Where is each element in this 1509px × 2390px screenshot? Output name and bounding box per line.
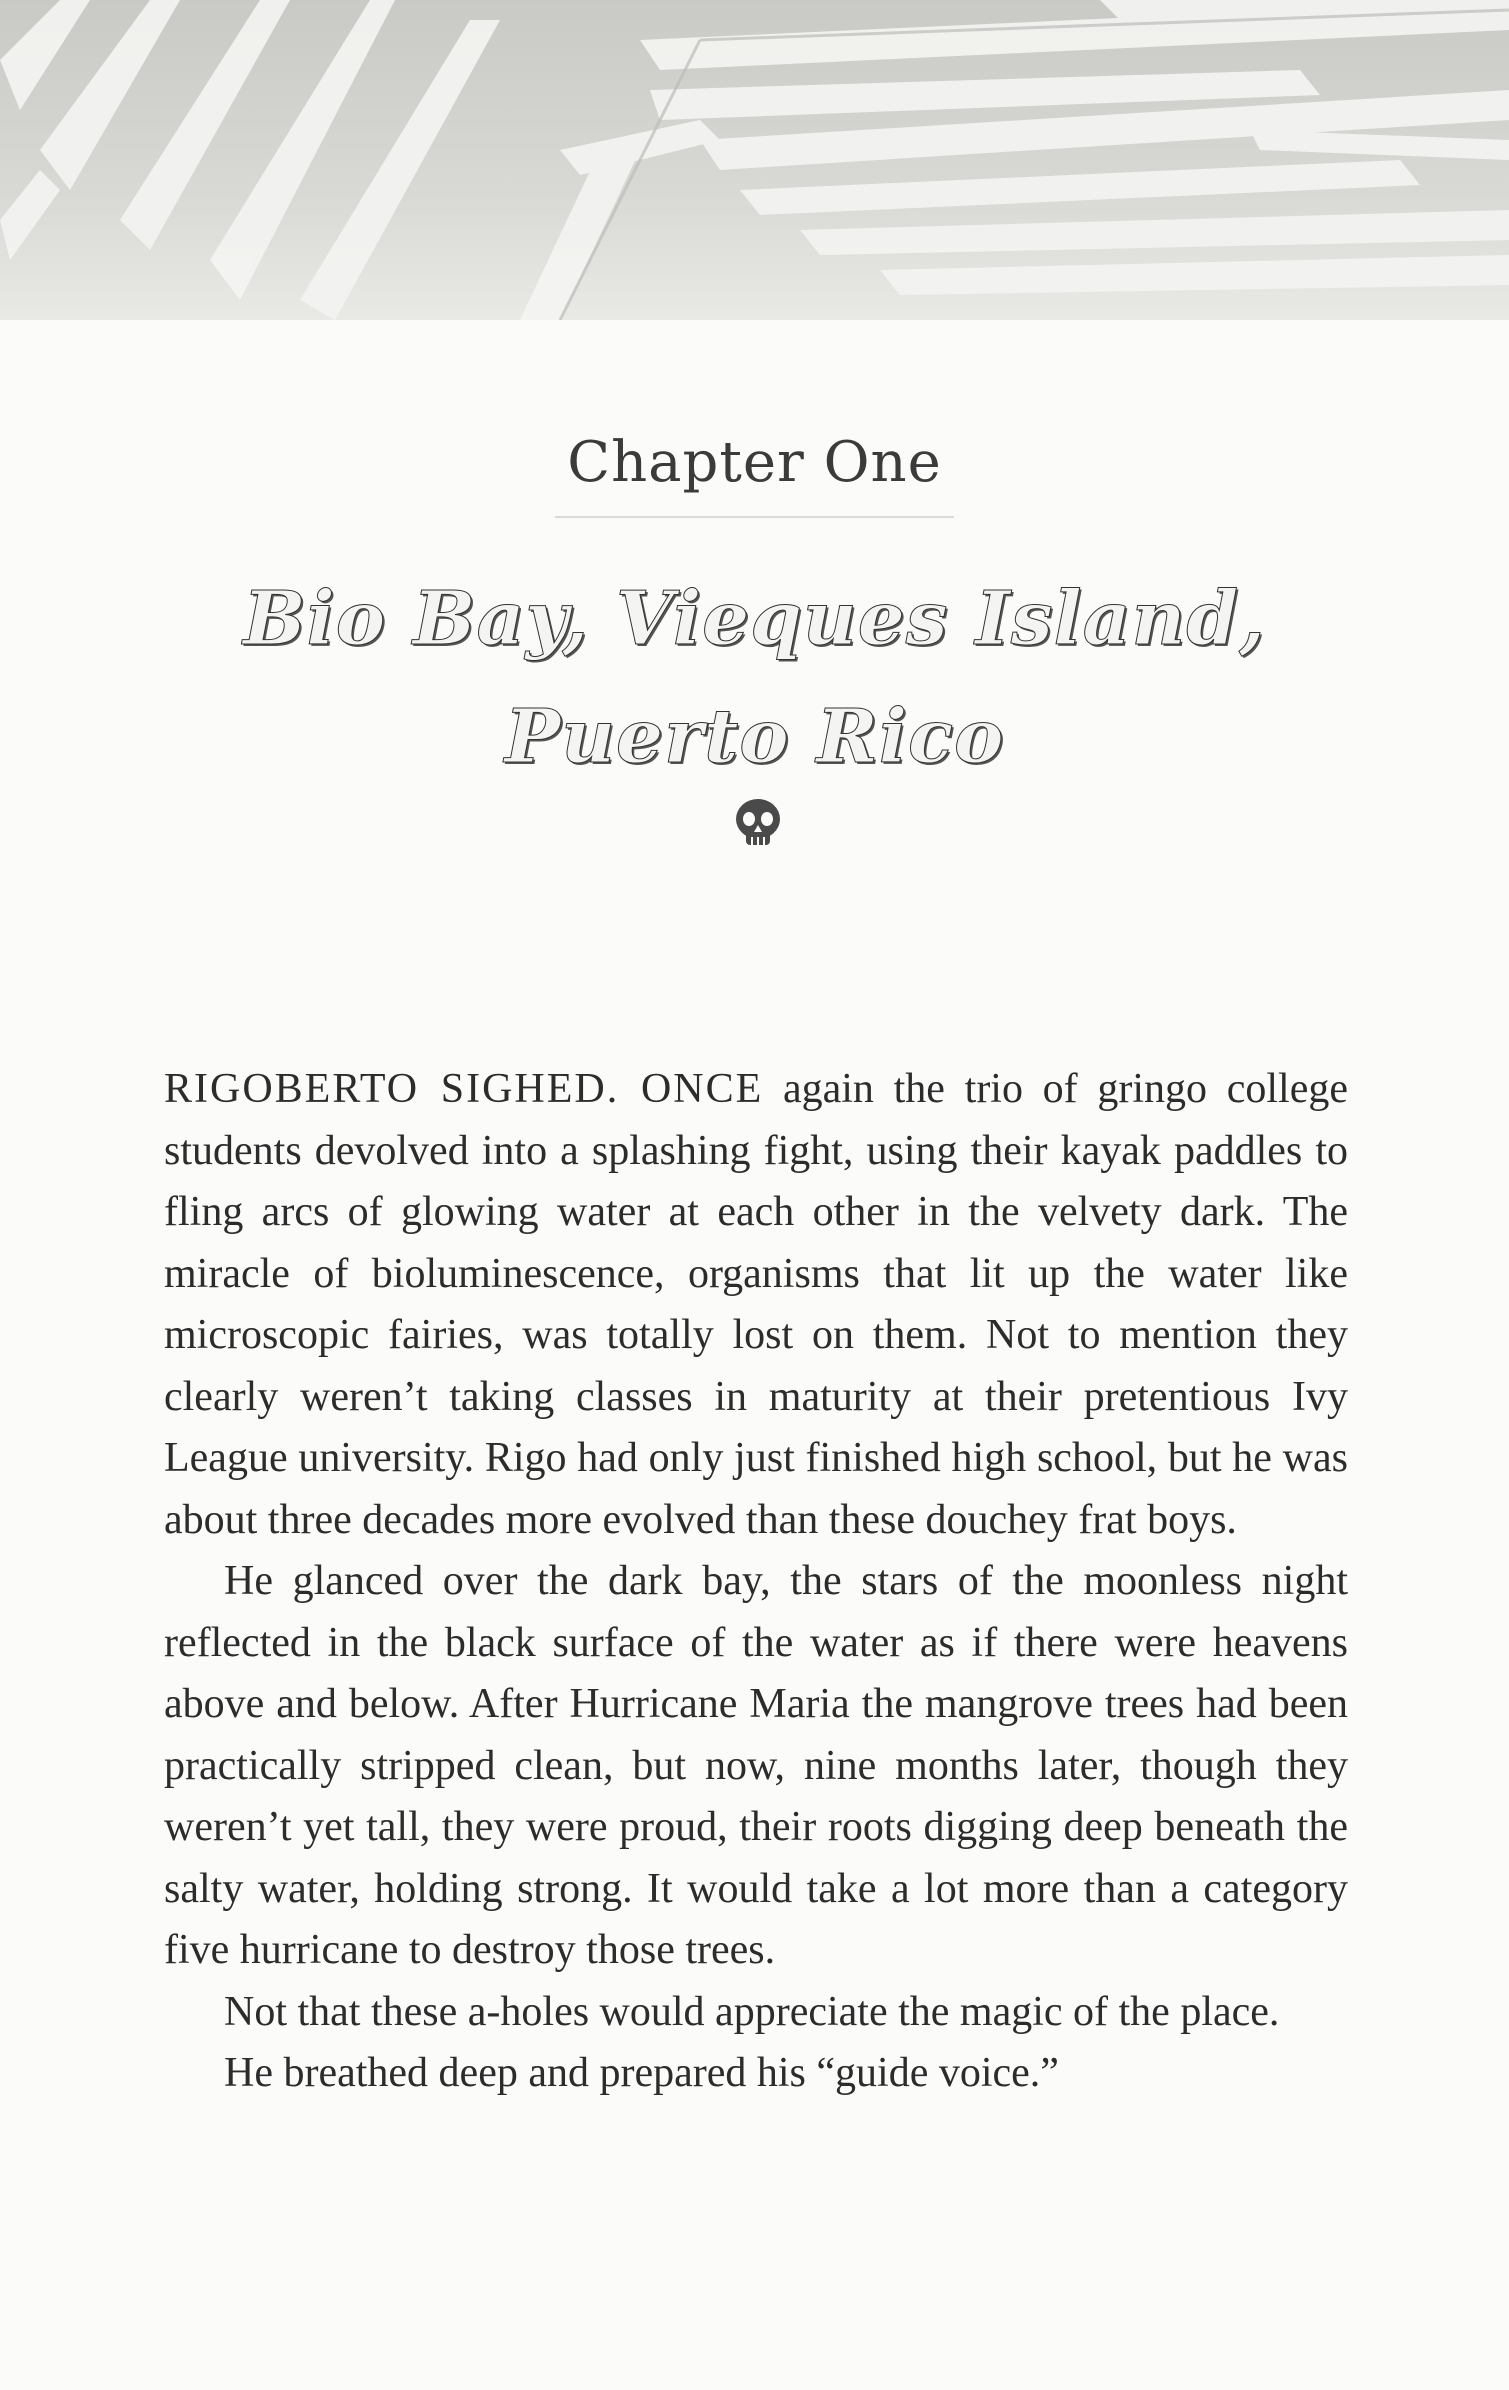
chapter-body <box>164 1059 1348 2105</box>
chapter-title: Chapter One <box>555 432 953 518</box>
location-line-2: Puerto Rico <box>504 694 1005 780</box>
palm-leaf-banner <box>0 0 1509 320</box>
skull-icon <box>730 795 786 851</box>
location-line-1: Bio Bay, Vieques Island, <box>243 576 1266 662</box>
chapter-header <box>0 432 1509 518</box>
paragraph-1 <box>164 1059 1348 1551</box>
palm-leaf-illustration <box>0 0 1509 320</box>
paragraph-2: He glanced over the dark bay, the stars of the moonless night reflected in the black surface of the water as if there were heavens above and below. After Hurricane Maria the mangrove trees had been practically stripped clean, but now, nine months later, though they weren’t yet tall, they were proud, their roots digging deep beneath the salty water, holding strong. It would take a lot more than a category five hurricane to destroy those trees. <box>164 1558 1348 1973</box>
opening-small-caps: RIGOBERTO SIGHED. ONCE <box>164 1066 764 1112</box>
paragraph-3: Not that these a-holes would appreciate the magic of the place. <box>224 1988 1280 2035</box>
paragraph-1-text: again the trio of gringo college students devolved into a splashing fight, using their kayak paddles to fling arcs of glowing water at each other in the velvety dark. The miracle of bioluminescence, organisms that lit up the water like microscopic fairies, was totally lost on them. Not to mention they clearly weren’t taking classes in maturity at their pretentious Ivy League university. Rigo had only just finished high school, but he was about three decades more evolved than these douchey frat boys. <box>164 1066 1348 1543</box>
chapter-location <box>0 560 1509 796</box>
paragraph-4: He breathed deep and prepared his “guide voice.” <box>224 2050 1059 2096</box>
